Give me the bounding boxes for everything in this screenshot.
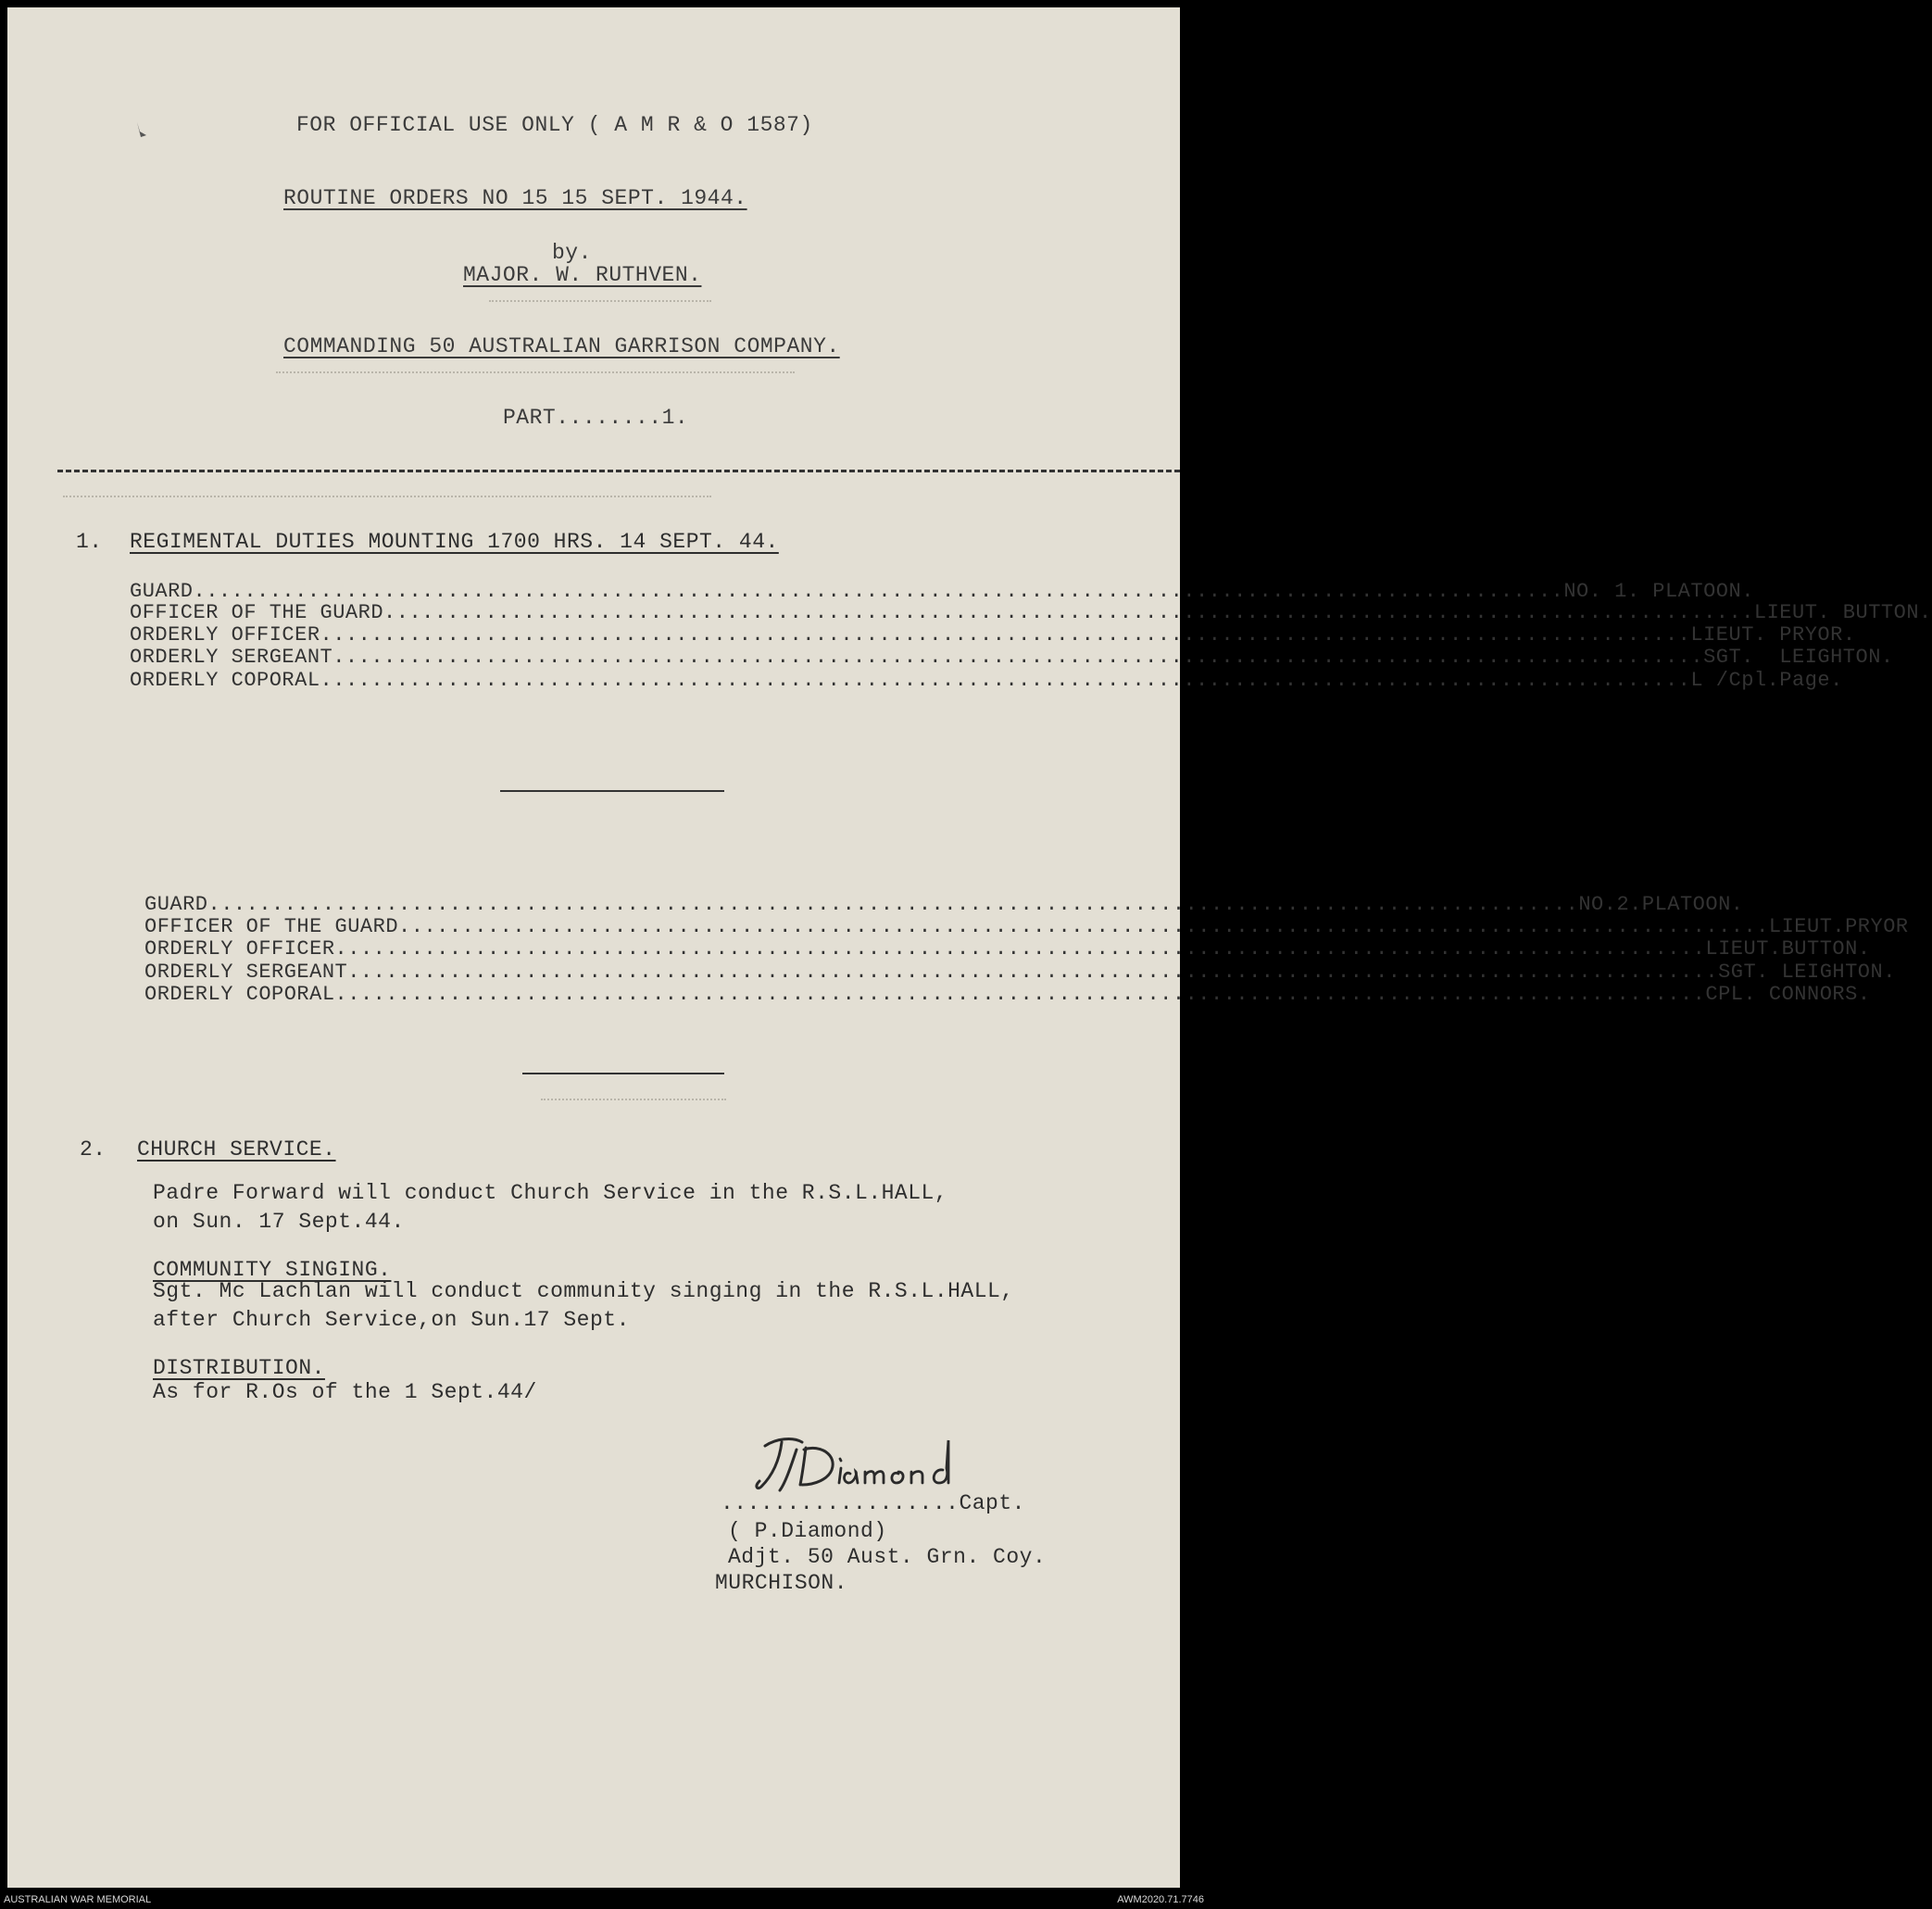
duty-label: ORDERLY OFFICER [144, 937, 335, 961]
duty-assignment: CPL. CONNORS. [1705, 983, 1871, 1006]
roster-row [130, 646, 1894, 669]
dot-leader: ............................................................................................................ [320, 669, 1691, 692]
short-divider [500, 790, 724, 792]
singing-text-line: after Church Service,on Sun.17 Sept. [153, 1308, 630, 1332]
dot-leader: ............................................................................................................ [398, 915, 1769, 938]
dotted-divider [541, 1099, 726, 1100]
dotted-divider [276, 371, 795, 373]
signatory-location: MURCHISON. [715, 1571, 848, 1595]
duty-assignment: LIEUT. PRYOR. [1690, 623, 1856, 647]
duty-assignment: NO.2.PLATOON. [1578, 893, 1744, 916]
document-page [7, 7, 1932, 1888]
classification-line: FOR OFFICIAL USE ONLY ( A M R & O 1587) [296, 113, 813, 137]
document-title: ROUTINE ORDERS NO 15 15 SEPT. 1944. [283, 186, 747, 210]
signatory-name: ( P.Diamond) [728, 1519, 887, 1543]
roster-row [144, 893, 1744, 916]
roster-row [144, 937, 1871, 961]
duty-label: OFFICER OF THE GUARD [144, 915, 399, 938]
duty-label: ORDERLY OFFICER [130, 623, 320, 647]
section-2-number: 2. [80, 1137, 107, 1162]
commander-name: MAJOR. W. RUTHVEN. [463, 263, 702, 287]
section-2-heading: CHURCH SERVICE. [137, 1137, 336, 1162]
duty-assignment: LIEUT.PRYOR [1768, 915, 1909, 938]
duty-assignment: LIEUT.BUTTON. [1705, 937, 1871, 961]
church-text-line: Padre Forward will conduct Church Service in the R.S.L.HALL, [153, 1181, 948, 1205]
dot-leader: ............................................................................................................ [320, 623, 1691, 647]
duty-assignment: SGT. LEIGHTON. [1718, 961, 1896, 984]
dot-leader: ............................................................................................................ [193, 580, 1564, 603]
signatory-position: Adjt. 50 Aust. Grn. Coy. [728, 1545, 1047, 1569]
duty-assignment: NO. 1. PLATOON. [1563, 580, 1754, 603]
duty-label: ORDERLY COPORAL [130, 669, 320, 692]
distribution-heading: DISTRIBUTION. [153, 1356, 325, 1380]
roster-row [144, 961, 1896, 984]
duty-assignment: L /Cpl.Page. [1690, 669, 1843, 692]
duty-label: ORDERLY SERGEANT [144, 961, 348, 984]
footer-right: AWM2020.71.7746 [1117, 1894, 1204, 1905]
roster-row [130, 601, 1932, 624]
roster-row [144, 915, 1909, 938]
singing-text-line: Sgt. Mc Lachlan will conduct community singing in the R.S.L.HALL, [153, 1279, 1014, 1303]
dotted-divider [63, 496, 711, 497]
part-line: PART........1. [503, 406, 689, 430]
short-divider [522, 1073, 724, 1074]
duty-label: ORDERLY COPORAL [144, 983, 335, 1006]
punch-hole-mark [132, 120, 150, 141]
roster-row [130, 669, 1843, 692]
duty-label: OFFICER OF THE GUARD [130, 601, 384, 624]
duty-assignment: SGT. LEIGHTON. [1703, 646, 1894, 669]
by-line: by. [552, 241, 592, 265]
dotted-divider [489, 300, 711, 302]
roster-row [130, 623, 1856, 647]
duty-label: GUARD [130, 580, 194, 603]
dot-leader: ............................................................................................................ [383, 601, 1754, 624]
duty-label: GUARD [144, 893, 208, 916]
roster-row [144, 983, 1871, 1006]
dot-leader: ............................................................................................................ [334, 937, 1706, 961]
signature-line: ..................Capt. [721, 1491, 1025, 1515]
unit-line: COMMANDING 50 AUSTRALIAN GARRISON COMPANY. [283, 334, 840, 358]
section-rule [57, 470, 1180, 472]
duty-assignment: LIEUT. BUTTON. [1753, 601, 1932, 624]
section-1-heading: REGIMENTAL DUTIES MOUNTING 1700 HRS. 14 SEPT. 44. [130, 530, 779, 554]
church-text-line: on Sun. 17 Sept.44. [153, 1210, 405, 1234]
dot-leader: ............................................................................................................ [334, 983, 1706, 1006]
dot-leader: ............................................................................................................ [332, 646, 1704, 669]
dot-leader: ............................................................................................................ [207, 893, 1579, 916]
dot-leader: ............................................................................................................ [347, 961, 1719, 984]
distribution-text: As for R.Os of the 1 Sept.44/ [153, 1380, 537, 1404]
footer-left: AUSTRALIAN WAR MEMORIAL [4, 1894, 152, 1905]
roster-row [130, 580, 1754, 603]
duty-label: ORDERLY SERGEANT [130, 646, 333, 669]
singing-heading: COMMUNITY SINGING. [153, 1258, 392, 1282]
section-1-number: 1. [76, 530, 103, 554]
